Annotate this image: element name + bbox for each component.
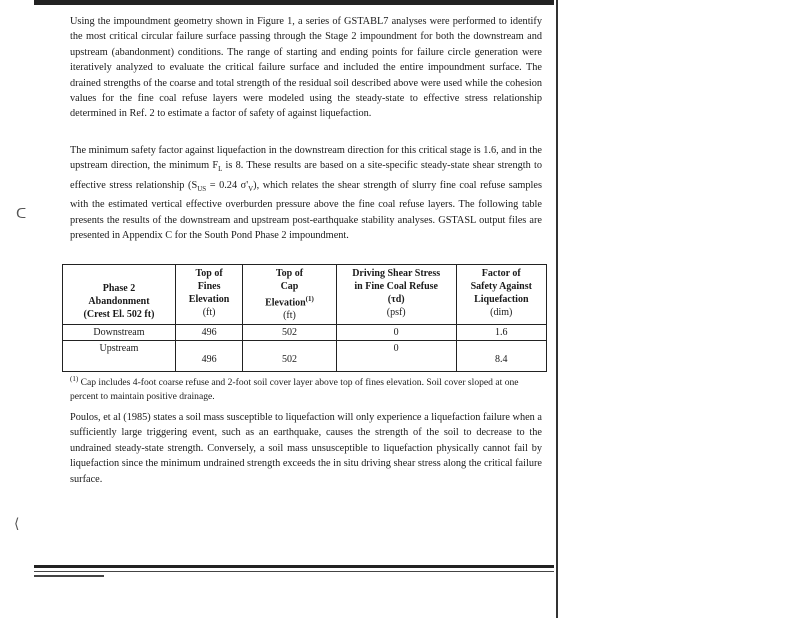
header-driving-unit: (psf) (386, 307, 406, 318)
p2-sus-subscript: US (197, 184, 207, 193)
footnote-text: Cap includes 4-foot coarse refuse and 2-foot soil cover layer above top of fines elevation. Soil cover sloped at one percent to maintain positive drainage. (70, 377, 519, 403)
cell-driving-stress: 0 (336, 325, 456, 341)
header-fs-unit: (dim) (490, 307, 513, 318)
table-header-row (63, 265, 547, 325)
margin-scan-mark: ᑕ (16, 207, 27, 222)
paragraph-gstabl-analysis: Using the impoundment geometry shown in Figure 1, a series of GSTABL7 analyses were performed to identify the most critical circular failure surface passing through the Stage 2 impoundment for both the downstream and upstream (abandonment) conditions. The range of starting and ending points for failure circle generation were iteratively analyzed to evaluate the critical failure surface and included the entire impoundment surface. The drained strengths of the coarse and total strength of the residual soil described above were used while the cohesion values for the fine coal refuse layers were modeled using the steady-state to effective stress relationship determined in Ref. 2 to estimate a factor of safety of against liquefaction. (70, 16, 542, 120)
right-margin-line (556, 0, 558, 618)
header-cap-line3: Elevation (265, 297, 306, 309)
header-driving-line1: Driving Shear Stress (352, 268, 441, 279)
p2-text-d: ), which relates the shear strength of slurry fine coal refuse samples with the estimated vertical effective overburden pressure above the fine coal refuse layers. The following table presents the results of the downstream and upstream post-earthquake stability analyses. GSTASL output files are presented in Appendix C for the South Pond Phase 2 impoundment. (70, 179, 542, 242)
header-fines-unit: (ft) (202, 307, 216, 318)
header-cap-footnote-marker: (1) (305, 295, 314, 303)
header-cap-line2: Cap (280, 281, 299, 292)
cell-label: Downstream (63, 325, 176, 341)
p2-text-a: The minimum safety factor against liquefaction in the downstream direction for this critical stage is 1.6, and in the upstream direction, the minimum F (70, 145, 542, 172)
p2-text-b: is 8. These results are based on a site-specific steady-state shear strength to effective stress relationship (S (70, 160, 542, 191)
header-factor-of-safety (456, 265, 546, 325)
header-cap-unit: (ft) (283, 310, 296, 322)
header-driving-symbol: (τd) (387, 294, 405, 305)
header-driving-line2: in Fine Coal Refuse (354, 281, 438, 292)
header-phase2 (63, 265, 176, 325)
p2-text-c: = 0.24 σ' (206, 179, 249, 191)
paragraph-poulos: Poulos, et al (1985) states a soil mass susceptible to liquefaction will only experience a liquefaction failure when a sufficiently large triggering event, such as an earthquake, causes the strength of the soil to decrease to the undrained steady-state strength. Conversely, a soil mass unsusceptible to liquefaction physically cannot fail by liquefaction since the minimum undrained strength exceeds the in situ driving shear stress along the critical failure surface. (70, 412, 542, 485)
cell-factor-of-safety: 8.4 (456, 341, 546, 372)
header-top-of-cap (243, 265, 337, 325)
cell-label: Upstream (63, 341, 176, 372)
footnote-marker: (1) (70, 375, 79, 383)
table-row-upstream (63, 341, 547, 372)
header-top-of-fines (175, 265, 242, 325)
bottom-border-line (34, 571, 554, 572)
p2-fl-subscript: L (218, 165, 223, 174)
header-fines-line1: Top of (195, 268, 223, 279)
bottom-border-line (34, 575, 104, 577)
header-driving-shear-stress (336, 265, 456, 325)
header-fs-line1: Factor of (481, 268, 521, 279)
liquefaction-results-table (62, 264, 547, 372)
header-fs-line2: Safety Against (470, 281, 532, 292)
header-fs-line3: Liquefaction (474, 294, 529, 305)
cell-cap-elevation: 502 (243, 341, 337, 372)
header-phase2-line3: (Crest El. 502 ft) (83, 309, 155, 320)
paragraph-minimum-safety-factor (70, 143, 542, 244)
p2-sigma-subscript: V (248, 184, 254, 193)
table-row-downstream (63, 325, 547, 341)
top-border-line (34, 0, 554, 5)
table-footnote (70, 372, 546, 404)
cell-driving-stress: 0 (336, 341, 456, 372)
header-cap-line3-wrap (246, 293, 333, 309)
header-phase2-line2: Abandonment (88, 296, 150, 307)
header-fines-line3: Elevation (188, 294, 230, 305)
header-fines-line2: Fines (197, 281, 221, 292)
cell-fines-elevation: 496 (175, 341, 242, 372)
cell-fines-elevation: 496 (175, 325, 242, 341)
cell-factor-of-safety: 1.6 (456, 325, 546, 341)
margin-scan-mark: ⟨ (14, 517, 20, 532)
header-phase2-line1: Phase 2 (102, 283, 136, 294)
header-cap-line1: Top of (275, 268, 304, 279)
bottom-border-line (34, 565, 554, 568)
cell-cap-elevation: 502 (243, 325, 337, 341)
